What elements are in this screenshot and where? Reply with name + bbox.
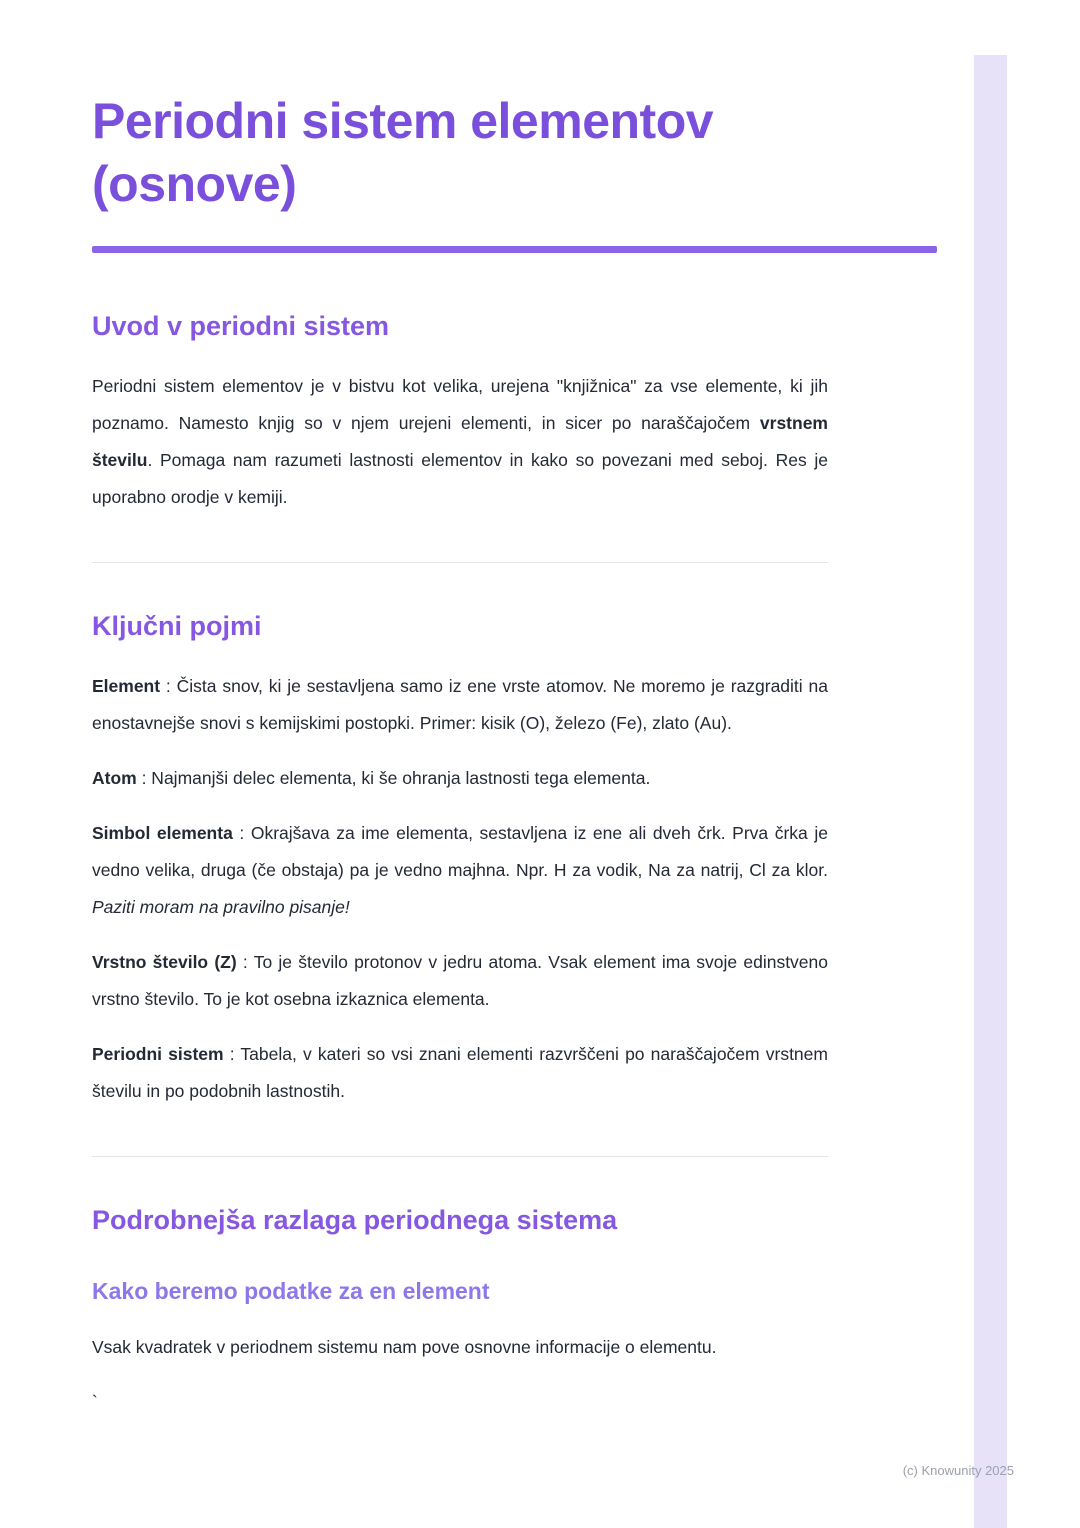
section-podrobnejsa-razlaga xyxy=(92,1205,940,1413)
subsection-heading-kako-beremo: Kako beremo podatke za en element xyxy=(92,1278,490,1304)
text-segment: Atom xyxy=(92,768,137,788)
section-kljucni-pojmi xyxy=(92,611,940,1110)
section-uvod xyxy=(92,311,940,516)
text-segment: Vrstno število (Z) xyxy=(92,952,237,972)
text-segment: Paziti moram na pravilno pisanje! xyxy=(92,897,350,917)
paragraph-vrstno-stevilo xyxy=(92,944,828,1018)
text-segment: Periodni sistem elementov je v bistvu kot velika, urejena "knjižnica" za vse elemente, ki jih poznamo. Namesto knjig so v njem urejeni elementi, in sicer po naraščajočem xyxy=(92,376,828,433)
text-segment: Periodni sistem xyxy=(92,1044,224,1064)
text-segment: : Najmanjši delec elementa, ki še ohranja lastnosti tega elementa. xyxy=(136,768,651,788)
text-segment: : Tabela, v kateri so vsi znani elementi razvrščeni po naraščajočem vrstnem številu in po podobnih lastnostih. xyxy=(92,1044,828,1101)
paragraph-periodni-sistem xyxy=(92,1036,828,1110)
title-underline-rule xyxy=(92,246,937,253)
text-segment: : Čista snov, ki je sestavljena samo iz ene vrste atomov. Ne moremo je razgraditi na enostavnejše snovi s kemijskimi postopki. Primer: kisik (O), železo (Fe), zlato (Au). xyxy=(92,676,828,733)
footer-copyright: (c) Knowunity 2025 xyxy=(902,1463,1014,1478)
paragraph-kvadratek xyxy=(92,1329,828,1366)
paragraph-simbol-elementa xyxy=(92,815,828,926)
section-divider xyxy=(92,1156,828,1157)
right-edge-stripe xyxy=(974,55,1007,1528)
text-segment: Simbol elementa xyxy=(92,823,233,843)
paragraph xyxy=(92,368,828,516)
text-segment: Element xyxy=(92,676,161,696)
section-heading-podrobnejsa-razlaga: Podrobnejša razlaga periodnega sistema xyxy=(92,1205,618,1235)
section-heading-uvod: Uvod v periodni sistem xyxy=(92,311,390,341)
text-segment: . Pomaga nam razumeti lastnosti elementov in kako so povezani med seboj. Res je uporabno orodje v kemiji. xyxy=(92,450,828,507)
page-title: Periodni sistem elementov (osnove) xyxy=(92,93,714,212)
paragraph-atom xyxy=(92,760,828,797)
section-heading-kljucni-pojmi: Ključni pojmi xyxy=(92,611,262,641)
paragraph-element xyxy=(92,668,828,742)
text-segment: Vsak kvadratek v periodnem sistemu nam pove osnovne informacije o elementu. xyxy=(92,1337,717,1357)
text-segment: : Okrajšava za ime elementa, sestavljena iz ene ali dveh črk. Prva črka je vedno velika, druga (če obstaja) pa je vedno majhna. Npr. H za vodik, Na za natrij, Cl za klor. xyxy=(92,823,829,880)
stray-backtick-character: ` xyxy=(92,1392,98,1412)
text-segment: : To je število protonov v jedru atoma. Vsak element ima svoje edinstveno vrstno število. To je kot osebna izkaznica elementa. xyxy=(92,952,829,1009)
section-divider xyxy=(92,562,828,563)
text-segment: vrstnem številu xyxy=(92,413,828,470)
